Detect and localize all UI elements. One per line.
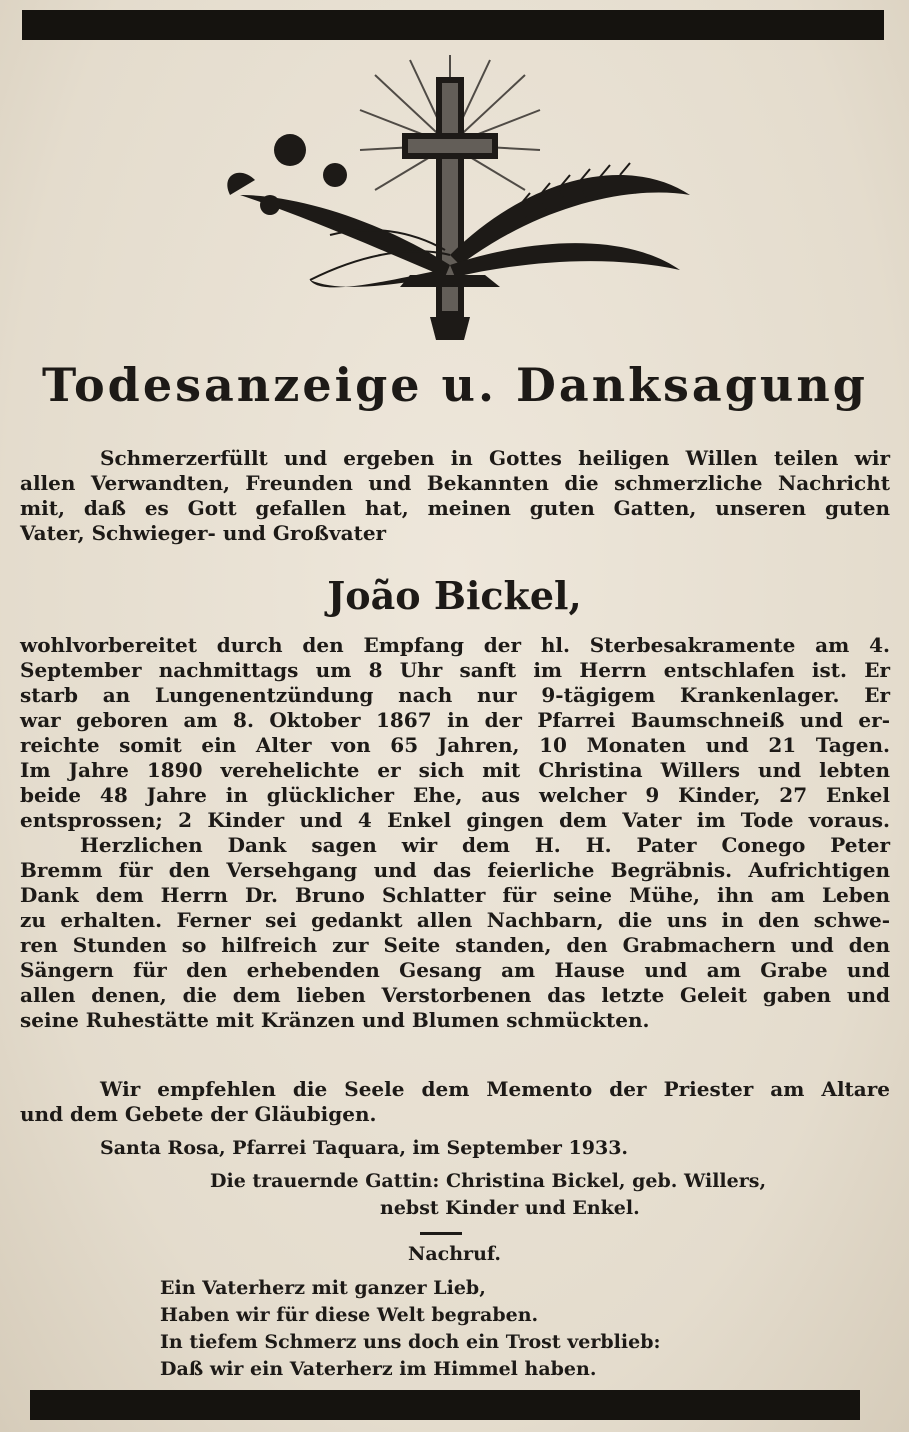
- text-line: und dem Gebete der Gläubigen.: [20, 1102, 377, 1126]
- poem-line: Haben wir für diese Welt begraben.: [160, 1304, 539, 1326]
- text-line: zu erhalten. Ferner sei gedankt allen Nachbarn, die uns in den schwe-: [20, 908, 890, 932]
- poem-line: Daß wir ein Vaterherz im Himmel haben.: [160, 1358, 597, 1380]
- mourner-line: Die trauernde Gattin: Christina Bickel, geb. Willers,: [210, 1170, 767, 1192]
- cross-with-rays-and-palm-icon: [210, 55, 690, 355]
- text-line: wohlvorbereitet durch den Empfang der hl. Sterbesakramente am 4.: [20, 633, 890, 657]
- text-line: allen denen, die dem lieben Verstorbenen das letzte Geleit gaben und: [20, 983, 890, 1007]
- text-line: starb an Lungenentzündung nach nur 9-tägigem Krankenlager. Er: [20, 683, 890, 707]
- text-line: reichte somit ein Alter von 65 Jahren, 10 Monaten und 21 Tagen.: [20, 733, 890, 757]
- deceased-name: João Bickel,: [327, 573, 582, 618]
- mourner-line: nebst Kinder und Enkel.: [380, 1197, 640, 1219]
- text-line: beide 48 Jahre in glücklicher Ehe, aus welcher 9 Kinder, 27 Enkel: [20, 783, 890, 807]
- text-line: seine Ruhestätte mit Kränzen und Blumen schmückten.: [20, 1008, 650, 1032]
- text-line: allen Verwandten, Freunden und Bekannten die schmerzliche Nachricht: [20, 471, 890, 495]
- text-line: ren Stunden so hilfreich zur Seite standen, den Grabmachern und den: [20, 933, 890, 957]
- body-paragraph: [20, 633, 890, 1033]
- text-line: Wir empfehlen die Seele dem Memento der Priester am Altare: [100, 1077, 890, 1101]
- text-line: Sängern für den erhebenden Gesang am Hause und am Grabe und: [20, 958, 890, 982]
- text-line: Schmerzerfüllt und ergeben in Gottes heiligen Willen teilen wir: [100, 446, 890, 470]
- text-line: Dank dem Herrn Dr. Bruno Schlatter für seine Mühe, ihn am Leben: [20, 883, 890, 907]
- closing-paragraph: [20, 1077, 890, 1127]
- poem-line: In tiefem Schmerz uns doch ein Trost verblieb:: [160, 1331, 661, 1353]
- divider: [420, 1232, 462, 1235]
- text-line: mit, daß es Gott gefallen hat, meinen guten Gatten, unseren guten: [20, 496, 890, 520]
- top-rule: [22, 10, 884, 40]
- text-line: Vater, Schwieger- und Großvater: [20, 521, 387, 545]
- text-line: September nachmittags um 8 Uhr sanft im Herrn entschlafen ist. Er: [20, 658, 890, 682]
- text-line: entsprossen; 2 Kinder und 4 Enkel gingen dem Vater im Tode voraus.: [20, 808, 890, 832]
- text-line: Im Jahre 1890 verehelichte er sich mit Christina Willers und lebten: [20, 758, 890, 782]
- epitaph-poem: [160, 1275, 661, 1383]
- text-line: Herzlichen Dank sagen wir dem H. H. Pater Conego Peter: [80, 833, 890, 857]
- epitaph-title: Nachruf.: [408, 1243, 501, 1265]
- poem-line: Ein Vaterherz mit ganzer Lieb,: [160, 1277, 486, 1299]
- text-line: Bremm für den Versehgang und das feierliche Begräbnis. Aufrichtigen: [20, 858, 890, 882]
- place-date: Santa Rosa, Pfarrei Taquara, im September 1933.: [100, 1137, 629, 1159]
- text-line: war geboren am 8. Oktober 1867 in der Pfarrei Baumschneiß und er-: [20, 708, 890, 732]
- bottom-rule: [30, 1390, 860, 1420]
- intro-paragraph: [20, 446, 890, 546]
- notice-heading: Todesanzeige u. Danksagung: [42, 358, 868, 412]
